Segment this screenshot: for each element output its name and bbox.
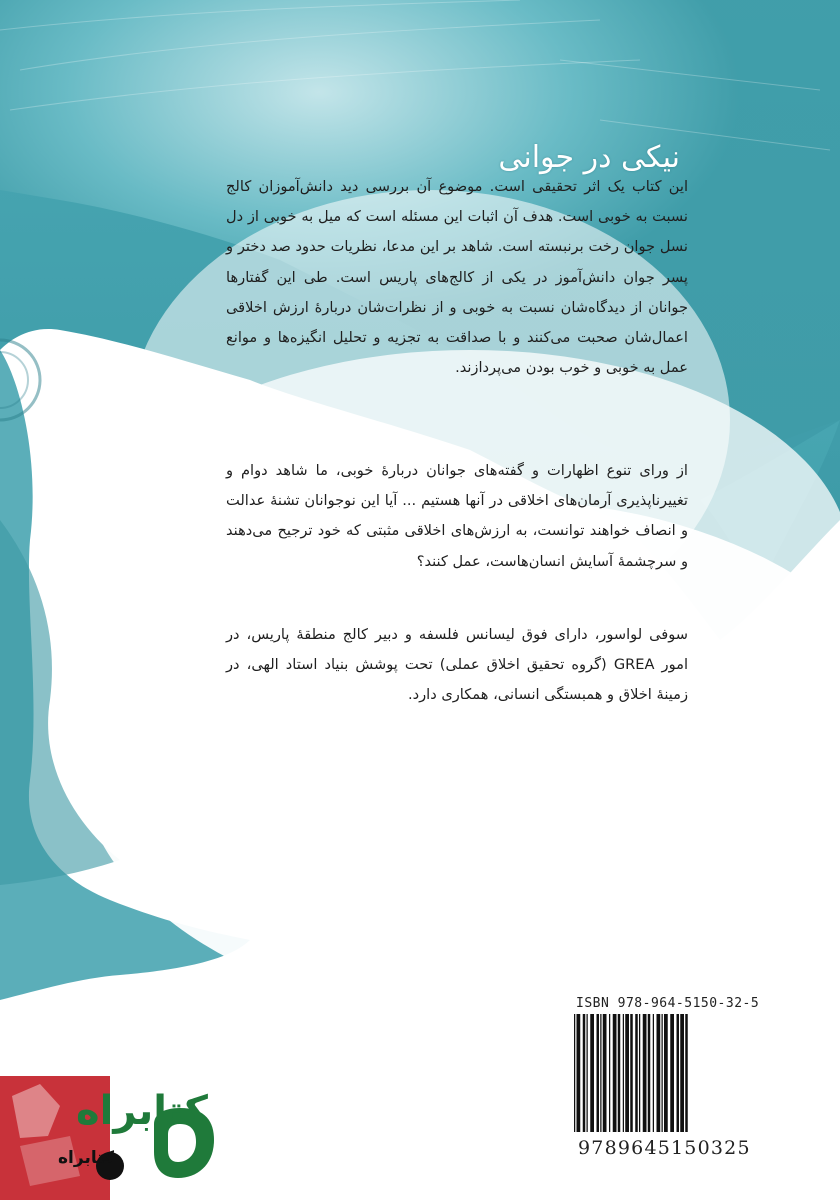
isbn-label: ISBN 978-964-5150-32-5 xyxy=(576,996,760,1011)
barcode-bar xyxy=(664,1014,668,1132)
barcode-bar xyxy=(600,1014,601,1132)
barcode-bar xyxy=(583,1014,586,1132)
barcode-bar xyxy=(657,1014,661,1132)
barcode-bar xyxy=(670,1014,674,1132)
barcode-bar xyxy=(639,1014,640,1132)
ketabrah-logo-subtext: کتابراه xyxy=(58,1148,115,1168)
barcode-bar xyxy=(625,1014,629,1132)
barcode-bar xyxy=(648,1014,651,1132)
barcode-digits: 9789645150325 xyxy=(578,1137,751,1159)
barcode-bar xyxy=(677,1014,680,1132)
barcode-bar xyxy=(574,1014,575,1132)
barcode-bar xyxy=(662,1014,663,1132)
author-bio-paragraph: سوفی لواسور، دارای فوق لیسانس فلسفه و دبیر کالج منطقهٔ پاریس، در امور GREA (گروه تحقیق اخلاق عملی) تحت پوشش بنیاد استاد الهی، در زمینهٔ اخلاق و همبستگی انسانی، همکاری دارد. xyxy=(226,626,688,704)
description-paragraph-2: از ورای تنوع اظهارات و گفته‌های جوانان دربارهٔ خوبی، ما شاهد دوام و تغییرناپذیری آرمان‌های اخلاقی در آنها هستیم ... آیا این نوجوانان تشنهٔ عدالت و انصاف خواهند توانست، به ارزش‌های اخلاقی مثبتی که خود ترجیح می‌دهند و سرچشمهٔ آسایش انسان‌هاست، عمل کنند؟ xyxy=(226,462,688,570)
barcode-bar xyxy=(603,1014,607,1132)
barcode-bar xyxy=(587,1014,588,1132)
barcode-bar xyxy=(613,1014,617,1132)
ketabrah-logo-text: کتابراه xyxy=(76,1088,208,1134)
barcode-bar xyxy=(635,1014,638,1132)
barcode-bar xyxy=(680,1014,684,1132)
barcode-bar xyxy=(609,1014,610,1132)
book-title: نیکی در جوانی xyxy=(498,140,680,175)
isbn-barcode xyxy=(570,1014,770,1132)
barcode-bar xyxy=(590,1014,594,1132)
barcode-bar xyxy=(577,1014,581,1132)
barcode-bar xyxy=(643,1014,647,1132)
barcode-bar xyxy=(653,1014,654,1132)
barcode-bar xyxy=(597,1014,600,1132)
description-paragraph-1: این کتاب یک اثر تحقیقی است. موضوع آن بررسی دید دانش‌آموزان کالج نسبت به خوبی است. هدف آن اثبات این مسئله است که میل به خوبی از دل نسل جوان رخت برنبسته است. شاهد بر این مدعا، نظریات حدود صد دختر و پسر جوان دانش‌آموز در یکی از کالج‌های پاریس است. طی این گفتارها جوانان از دیدگاه‌شان نسبت به خوبی و از نظرات‌شان دربارهٔ ارزش اخلاقی اعمال‌شان صحبت می‌کنند و با صداقت به تجزیه و تحلیل انگیزه‌ها و موانع عمل به خوبی و خوب بودن می‌پردازند. xyxy=(226,178,688,377)
barcode-bar xyxy=(623,1014,624,1132)
barcode-bar xyxy=(630,1014,633,1132)
barcode-bar xyxy=(685,1014,688,1132)
barcode-bar xyxy=(618,1014,621,1132)
